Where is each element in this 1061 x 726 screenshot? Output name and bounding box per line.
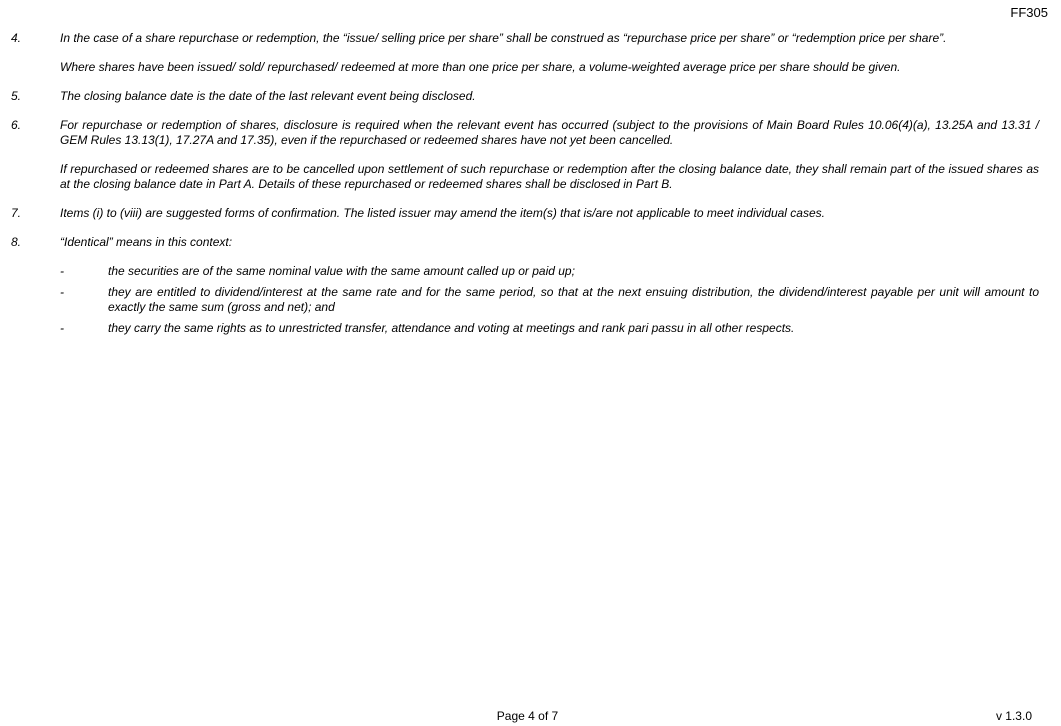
sub-item-marker: -: [60, 321, 64, 335]
note-paragraph: For repurchase or redemption of shares, disclosure is required when the relevant event has occurred (subject to the provisions of Main Board Rules 10.06(4)(a), 13.25A and 13.31 / GEM Rules 13.13(1), 17.27A and 17.35), even if the repurchased or redeemed shares have not yet been cancelled.: [60, 118, 1039, 147]
note-5: [11, 89, 1039, 104]
note-paragraph: Where shares have been issued/ sold/ repurchased/ redeemed at more than one price per share, a volume-weighted average price per share should be given.: [60, 60, 901, 74]
version-label: v 1.3.0: [995, 709, 1032, 723]
note-4: [11, 31, 1039, 75]
note-7: [11, 206, 1039, 221]
note-paragraph: The closing balance date is the date of the last relevant event being disclosed.: [60, 89, 476, 103]
note-paragraph: Items (i) to (viii) are suggested forms of confirmation. The listed issuer may amend the item(s) that is/are not applicable to meet individual cases.: [60, 206, 825, 220]
note-6: [11, 118, 1039, 192]
note-body: [60, 31, 1039, 75]
note-number: 4.: [11, 31, 22, 45]
note-body: [60, 235, 1039, 336]
sub-item: [60, 285, 1039, 315]
note-paragraph: “Identical” means in this context:: [60, 235, 233, 249]
notes-list: [11, 31, 1039, 350]
note-number: 7.: [11, 206, 22, 220]
sub-item: [60, 321, 1039, 336]
note-body: [60, 118, 1039, 192]
note-8: [11, 235, 1039, 336]
note-body: [60, 89, 1039, 104]
note-number: 6.: [11, 118, 22, 132]
note-number: 5.: [11, 89, 22, 103]
sub-item-marker: -: [60, 264, 64, 278]
note-number: 8.: [11, 235, 22, 249]
note-body: [60, 206, 1039, 221]
note-paragraph: In the case of a share repurchase or redemption, the “issue/ selling price per share” shall be construed as “repurchase price per share” or “redemption price per share”.: [60, 31, 947, 45]
page-number: Page 4 of 7: [496, 709, 559, 723]
form-code: FF305: [1010, 5, 1048, 20]
sub-item-marker: -: [60, 285, 64, 299]
sub-item-text: they carry the same rights as to unrestricted transfer, attendance and voting at meetings and rank pari passu in all other respects.: [108, 321, 795, 335]
sub-item: [60, 264, 1039, 279]
sub-item-text: the securities are of the same nominal value with the same amount called up or paid up;: [108, 264, 575, 278]
sub-item-text: they are entitled to dividend/interest at the same rate and for the same period, so that at the next ensuing distribution, the dividend/interest payable per unit will amount to exactly the same sum (gross and net); and: [108, 285, 1039, 314]
note-paragraph: If repurchased or redeemed shares are to be cancelled upon settlement of such repurchase or redemption after the closing balance date, they shall remain part of the issued shares as at the closing balance date in Part A. Details of these repurchased or redeemed shares shall be disclosed in Part B.: [60, 162, 1039, 191]
